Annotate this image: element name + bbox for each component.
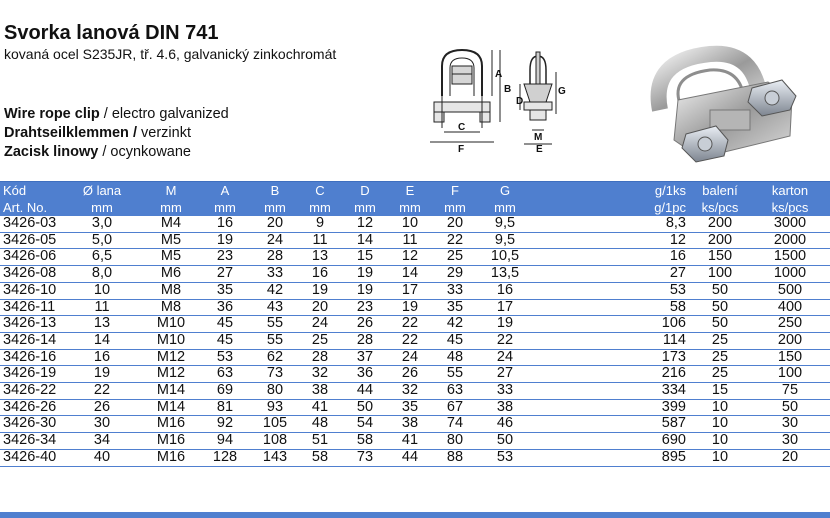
cell-dim-g: 24 bbox=[480, 349, 530, 366]
cell-thread: M14 bbox=[142, 383, 200, 400]
cell-code: 3426-40 bbox=[0, 449, 62, 466]
cell-dim-f: 63 bbox=[430, 383, 480, 400]
cell-weight: 16 bbox=[530, 249, 690, 266]
cell-dim-f: 48 bbox=[430, 349, 480, 366]
cell-dim-d: 26 bbox=[340, 316, 390, 333]
header-d: D bbox=[340, 182, 390, 200]
cell-carton: 500 bbox=[750, 282, 830, 299]
cell-dim-a: 92 bbox=[200, 416, 250, 433]
cell-carton: 75 bbox=[750, 383, 830, 400]
cell-carton: 20 bbox=[750, 449, 830, 466]
cell-dim-d: 28 bbox=[340, 332, 390, 349]
cell-dim-e: 14 bbox=[390, 266, 430, 283]
cell-dim-g: 50 bbox=[480, 433, 530, 450]
cell-dim-f: 22 bbox=[430, 232, 480, 249]
cell-dim-d: 44 bbox=[340, 383, 390, 400]
cell-dim-b: 73 bbox=[250, 366, 300, 383]
cell-dim-c: 11 bbox=[300, 232, 340, 249]
cell-dim-g: 22 bbox=[480, 332, 530, 349]
cell-dim-d: 58 bbox=[340, 433, 390, 450]
cell-dim-a: 81 bbox=[200, 399, 250, 416]
cell-weight: 27 bbox=[530, 266, 690, 283]
cell-dim-e: 19 bbox=[390, 299, 430, 316]
table-row bbox=[0, 249, 830, 266]
table-row bbox=[0, 266, 830, 283]
header-g: G bbox=[480, 182, 530, 200]
cell-dim-d: 36 bbox=[340, 366, 390, 383]
cell-weight: 53 bbox=[530, 282, 690, 299]
cell-dim-b: 108 bbox=[250, 433, 300, 450]
cell-dim-e: 35 bbox=[390, 399, 430, 416]
cell-carton: 50 bbox=[750, 399, 830, 416]
cell-dim-b: 143 bbox=[250, 449, 300, 466]
bottom-bar bbox=[0, 512, 830, 518]
cell-code: 3426-05 bbox=[0, 232, 62, 249]
cell-thread: M5 bbox=[142, 232, 200, 249]
label-b: B bbox=[504, 84, 512, 95]
table-row bbox=[0, 449, 830, 466]
label-d: D bbox=[516, 96, 524, 107]
label-f: F bbox=[458, 144, 465, 154]
cell-dim-d: 19 bbox=[340, 282, 390, 299]
cell-package: 200 bbox=[690, 216, 750, 232]
cell-weight: 106 bbox=[530, 316, 690, 333]
cell-rope-diameter: 14 bbox=[62, 332, 142, 349]
cell-code: 3426-06 bbox=[0, 249, 62, 266]
cell-carton: 1500 bbox=[750, 249, 830, 266]
cell-dim-g: 38 bbox=[480, 399, 530, 416]
cell-dim-d: 73 bbox=[340, 449, 390, 466]
cell-package: 200 bbox=[690, 232, 750, 249]
product-photo bbox=[640, 40, 830, 170]
cell-dim-e: 10 bbox=[390, 216, 430, 232]
cell-code: 3426-19 bbox=[0, 366, 62, 383]
cell-thread: M5 bbox=[142, 249, 200, 266]
cell-package: 50 bbox=[690, 299, 750, 316]
cell-dim-g: 27 bbox=[480, 366, 530, 383]
page-title: Svorka lanová DIN 741 bbox=[4, 22, 219, 44]
cell-dim-c: 48 bbox=[300, 416, 340, 433]
header-m: M bbox=[142, 182, 200, 200]
cell-code: 3426-22 bbox=[0, 383, 62, 400]
table-header-row-1 bbox=[0, 182, 830, 200]
cell-dim-e: 38 bbox=[390, 416, 430, 433]
cell-dim-b: 55 bbox=[250, 332, 300, 349]
cell-dim-a: 63 bbox=[200, 366, 250, 383]
description-english-bold: Wire rope clip bbox=[4, 106, 100, 122]
cell-rope-diameter: 11 bbox=[62, 299, 142, 316]
cell-carton: 100 bbox=[750, 366, 830, 383]
cell-dim-a: 69 bbox=[200, 383, 250, 400]
description-polish-rest: / ocynkowane bbox=[98, 144, 191, 160]
header-c: C bbox=[300, 182, 340, 200]
cell-dim-f: 20 bbox=[430, 216, 480, 232]
cell-rope-diameter: 10 bbox=[62, 282, 142, 299]
cell-dim-g: 16 bbox=[480, 282, 530, 299]
cell-dim-e: 22 bbox=[390, 316, 430, 333]
cell-weight: 173 bbox=[530, 349, 690, 366]
cell-carton: 30 bbox=[750, 416, 830, 433]
cell-code: 3426-10 bbox=[0, 282, 62, 299]
label-c: C bbox=[458, 122, 466, 133]
cell-dim-a: 16 bbox=[200, 216, 250, 232]
header-karton: karton bbox=[750, 182, 830, 200]
table-row bbox=[0, 383, 830, 400]
cell-carton: 30 bbox=[750, 433, 830, 450]
cell-rope-diameter: 34 bbox=[62, 433, 142, 450]
cell-dim-d: 50 bbox=[340, 399, 390, 416]
cell-weight: 8,3 bbox=[530, 216, 690, 232]
cell-code: 3426-11 bbox=[0, 299, 62, 316]
header-unit-lana: mm bbox=[62, 199, 142, 216]
cell-code: 3426-13 bbox=[0, 316, 62, 333]
cell-dim-f: 67 bbox=[430, 399, 480, 416]
header-lana: Ø lana bbox=[62, 182, 142, 200]
description-german-bold: Drahtseilklemmen / bbox=[4, 125, 137, 141]
table-row bbox=[0, 399, 830, 416]
cell-dim-b: 24 bbox=[250, 232, 300, 249]
cell-thread: M8 bbox=[142, 282, 200, 299]
cell-dim-f: 25 bbox=[430, 249, 480, 266]
cell-dim-b: 20 bbox=[250, 216, 300, 232]
cell-dim-e: 32 bbox=[390, 383, 430, 400]
header-unit-weight: g/1pc bbox=[530, 199, 690, 216]
header-unit-karton: ks/pcs bbox=[750, 199, 830, 216]
cell-dim-g: 17 bbox=[480, 299, 530, 316]
cell-rope-diameter: 13 bbox=[62, 316, 142, 333]
cell-dim-e: 26 bbox=[390, 366, 430, 383]
cell-rope-diameter: 40 bbox=[62, 449, 142, 466]
description-german bbox=[4, 124, 191, 142]
cell-dim-d: 23 bbox=[340, 299, 390, 316]
header-kod: Kód bbox=[0, 182, 62, 200]
description-english-rest: / electro galvanized bbox=[99, 106, 229, 122]
cell-thread: M4 bbox=[142, 216, 200, 232]
cell-rope-diameter: 26 bbox=[62, 399, 142, 416]
cell-dim-d: 19 bbox=[340, 266, 390, 283]
header-a: A bbox=[200, 182, 250, 200]
cell-package: 10 bbox=[690, 433, 750, 450]
cell-dim-g: 19 bbox=[480, 316, 530, 333]
header-e: E bbox=[390, 182, 430, 200]
table-row bbox=[0, 232, 830, 249]
cell-dim-f: 33 bbox=[430, 282, 480, 299]
header-unit-f: mm bbox=[430, 199, 480, 216]
cell-dim-f: 35 bbox=[430, 299, 480, 316]
header-unit-a: mm bbox=[200, 199, 250, 216]
cell-thread: M14 bbox=[142, 399, 200, 416]
cell-carton: 150 bbox=[750, 349, 830, 366]
cell-rope-diameter: 19 bbox=[62, 366, 142, 383]
cell-dim-c: 20 bbox=[300, 299, 340, 316]
cell-thread: M12 bbox=[142, 366, 200, 383]
cell-code: 3426-08 bbox=[0, 266, 62, 283]
table-row bbox=[0, 216, 830, 232]
cell-dim-d: 14 bbox=[340, 232, 390, 249]
table-body bbox=[0, 216, 830, 466]
cell-weight: 12 bbox=[530, 232, 690, 249]
label-e: E bbox=[536, 144, 543, 154]
cell-dim-g: 10,5 bbox=[480, 249, 530, 266]
header-art-no: Art. No. bbox=[0, 199, 62, 216]
cell-package: 10 bbox=[690, 416, 750, 433]
cell-weight: 399 bbox=[530, 399, 690, 416]
cell-dim-e: 41 bbox=[390, 433, 430, 450]
cell-thread: M16 bbox=[142, 433, 200, 450]
cell-weight: 58 bbox=[530, 299, 690, 316]
cell-dim-d: 37 bbox=[340, 349, 390, 366]
cell-code: 3426-14 bbox=[0, 332, 62, 349]
cell-dim-a: 19 bbox=[200, 232, 250, 249]
cell-weight: 895 bbox=[530, 449, 690, 466]
cell-thread: M6 bbox=[142, 266, 200, 283]
cell-dim-f: 88 bbox=[430, 449, 480, 466]
cell-weight: 334 bbox=[530, 383, 690, 400]
cell-rope-diameter: 22 bbox=[62, 383, 142, 400]
label-m: M bbox=[534, 132, 543, 143]
cell-carton: 400 bbox=[750, 299, 830, 316]
cell-package: 100 bbox=[690, 266, 750, 283]
cell-dim-f: 80 bbox=[430, 433, 480, 450]
label-g: G bbox=[558, 86, 566, 97]
cell-dim-d: 54 bbox=[340, 416, 390, 433]
cell-carton: 1000 bbox=[750, 266, 830, 283]
cell-thread: M10 bbox=[142, 332, 200, 349]
cell-dim-d: 12 bbox=[340, 216, 390, 232]
cell-dim-b: 93 bbox=[250, 399, 300, 416]
cell-dim-b: 105 bbox=[250, 416, 300, 433]
cell-dim-g: 33 bbox=[480, 383, 530, 400]
cell-dim-c: 32 bbox=[300, 366, 340, 383]
cell-dim-c: 25 bbox=[300, 332, 340, 349]
cell-dim-f: 55 bbox=[430, 366, 480, 383]
table-header-row-2 bbox=[0, 199, 830, 216]
cell-package: 50 bbox=[690, 316, 750, 333]
description-german-rest: verzinkt bbox=[136, 125, 191, 141]
cell-dim-b: 28 bbox=[250, 249, 300, 266]
description-polish bbox=[4, 143, 191, 161]
cell-package: 10 bbox=[690, 399, 750, 416]
cell-carton: 3000 bbox=[750, 216, 830, 232]
cell-rope-diameter: 6,5 bbox=[62, 249, 142, 266]
table-row bbox=[0, 299, 830, 316]
cell-carton: 200 bbox=[750, 332, 830, 349]
cell-thread: M16 bbox=[142, 449, 200, 466]
cell-code: 3426-03 bbox=[0, 216, 62, 232]
cell-weight: 690 bbox=[530, 433, 690, 450]
cell-code: 3426-34 bbox=[0, 433, 62, 450]
cell-thread: M16 bbox=[142, 416, 200, 433]
label-a: A bbox=[495, 69, 503, 80]
header-unit-m: mm bbox=[142, 199, 200, 216]
header-unit-c: mm bbox=[300, 199, 340, 216]
cell-dim-e: 44 bbox=[390, 449, 430, 466]
cell-package: 150 bbox=[690, 249, 750, 266]
header-unit-g: mm bbox=[480, 199, 530, 216]
cell-dim-a: 94 bbox=[200, 433, 250, 450]
header-unit-d: mm bbox=[340, 199, 390, 216]
cell-carton: 2000 bbox=[750, 232, 830, 249]
cell-dim-c: 13 bbox=[300, 249, 340, 266]
cell-dim-f: 42 bbox=[430, 316, 480, 333]
table-row bbox=[0, 282, 830, 299]
cell-dim-g: 53 bbox=[480, 449, 530, 466]
cell-weight: 587 bbox=[530, 416, 690, 433]
table-row bbox=[0, 349, 830, 366]
cell-dim-a: 53 bbox=[200, 349, 250, 366]
cell-dim-e: 17 bbox=[390, 282, 430, 299]
page-subtitle: kovaná ocel S235JR, tř. 4.6, galvanický zinkochromát bbox=[4, 46, 337, 62]
cell-dim-c: 28 bbox=[300, 349, 340, 366]
cell-dim-e: 22 bbox=[390, 332, 430, 349]
cell-package: 10 bbox=[690, 449, 750, 466]
cell-dim-f: 29 bbox=[430, 266, 480, 283]
header-unit-e: mm bbox=[390, 199, 430, 216]
technical-drawing bbox=[420, 44, 580, 154]
cell-dim-a: 36 bbox=[200, 299, 250, 316]
cell-thread: M12 bbox=[142, 349, 200, 366]
cell-carton: 250 bbox=[750, 316, 830, 333]
cell-dim-g: 46 bbox=[480, 416, 530, 433]
cell-dim-b: 80 bbox=[250, 383, 300, 400]
cell-code: 3426-26 bbox=[0, 399, 62, 416]
cell-dim-g: 13,5 bbox=[480, 266, 530, 283]
cell-dim-b: 43 bbox=[250, 299, 300, 316]
specification-table bbox=[0, 181, 830, 467]
cell-dim-b: 42 bbox=[250, 282, 300, 299]
cell-rope-diameter: 16 bbox=[62, 349, 142, 366]
cell-dim-g: 9,5 bbox=[480, 216, 530, 232]
cell-dim-b: 62 bbox=[250, 349, 300, 366]
cell-dim-e: 24 bbox=[390, 349, 430, 366]
cell-weight: 216 bbox=[530, 366, 690, 383]
header-unit-baleni: ks/pcs bbox=[690, 199, 750, 216]
description-english bbox=[4, 105, 229, 123]
header-baleni: balení bbox=[690, 182, 750, 200]
cell-dim-c: 24 bbox=[300, 316, 340, 333]
cell-thread: M10 bbox=[142, 316, 200, 333]
cell-dim-a: 35 bbox=[200, 282, 250, 299]
cell-weight: 114 bbox=[530, 332, 690, 349]
cell-dim-a: 27 bbox=[200, 266, 250, 283]
table-row bbox=[0, 316, 830, 333]
description-polish-bold: Zacisk linowy bbox=[4, 144, 99, 160]
cell-dim-c: 58 bbox=[300, 449, 340, 466]
table-row bbox=[0, 366, 830, 383]
cell-dim-a: 23 bbox=[200, 249, 250, 266]
cell-package: 25 bbox=[690, 332, 750, 349]
cell-rope-diameter: 3,0 bbox=[62, 216, 142, 232]
cell-package: 25 bbox=[690, 349, 750, 366]
cell-dim-a: 128 bbox=[200, 449, 250, 466]
cell-dim-c: 16 bbox=[300, 266, 340, 283]
cell-rope-diameter: 30 bbox=[62, 416, 142, 433]
cell-dim-a: 45 bbox=[200, 316, 250, 333]
cell-dim-c: 38 bbox=[300, 383, 340, 400]
table-row bbox=[0, 332, 830, 349]
header-weight: g/1ks bbox=[530, 182, 690, 200]
cell-package: 15 bbox=[690, 383, 750, 400]
header-b: B bbox=[250, 182, 300, 200]
cell-dim-f: 45 bbox=[430, 332, 480, 349]
cell-dim-f: 74 bbox=[430, 416, 480, 433]
header-f: F bbox=[430, 182, 480, 200]
cell-package: 25 bbox=[690, 366, 750, 383]
cell-package: 50 bbox=[690, 282, 750, 299]
cell-dim-b: 55 bbox=[250, 316, 300, 333]
cell-rope-diameter: 8,0 bbox=[62, 266, 142, 283]
cell-dim-e: 11 bbox=[390, 232, 430, 249]
cell-dim-e: 12 bbox=[390, 249, 430, 266]
cell-thread: M8 bbox=[142, 299, 200, 316]
cell-dim-c: 51 bbox=[300, 433, 340, 450]
cell-dim-b: 33 bbox=[250, 266, 300, 283]
cell-dim-c: 9 bbox=[300, 216, 340, 232]
cell-code: 3426-16 bbox=[0, 349, 62, 366]
table-row bbox=[0, 433, 830, 450]
cell-dim-g: 9,5 bbox=[480, 232, 530, 249]
cell-dim-d: 15 bbox=[340, 249, 390, 266]
cell-code: 3426-30 bbox=[0, 416, 62, 433]
cell-dim-a: 45 bbox=[200, 332, 250, 349]
cell-dim-c: 41 bbox=[300, 399, 340, 416]
cell-dim-c: 19 bbox=[300, 282, 340, 299]
table-row bbox=[0, 416, 830, 433]
header-unit-b: mm bbox=[250, 199, 300, 216]
cell-rope-diameter: 5,0 bbox=[62, 232, 142, 249]
